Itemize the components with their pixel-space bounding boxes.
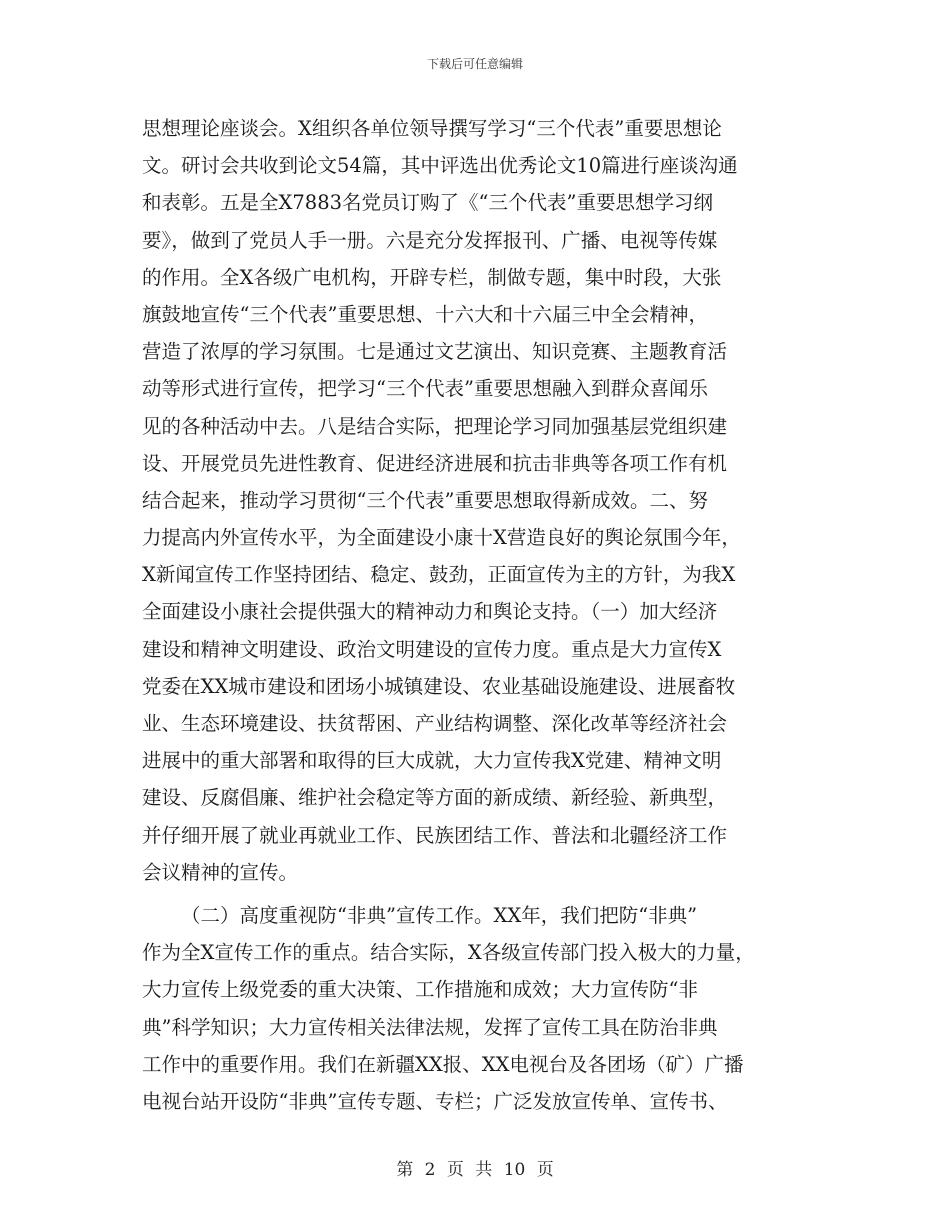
page-footer: 第 2 页 共 10 页 bbox=[396, 1160, 554, 1180]
text-line: 作为全X宣传工作的重点。结合实际，X各级宣传部门投入极大的力量， bbox=[142, 941, 755, 965]
text-line: 动等形式进行宣传，把学习“三个代表”重要思想融入到群众喜闻乐 bbox=[142, 377, 708, 401]
text-line: X新闻宣传工作坚持团结、稳定、鼓劲，正面宣传为主的方针，为我X bbox=[142, 563, 736, 587]
paragraph-1 bbox=[142, 110, 812, 891]
text-line: 设、开展党员先进性教育、促进经济进展和抗击非典等各项工作有机 bbox=[142, 451, 728, 475]
text-line: 的作用。全X各级广电机构，开辟专栏，制做专题，集中时段，大张 bbox=[142, 265, 722, 289]
text-line: 工作中的重要作用。我们在新疆XX报、XX电视台及各团场（矿）广播 bbox=[142, 1052, 744, 1076]
text-line: （二）高度重视防“非典”宣传工作。XX年，我们把防“非典” bbox=[181, 903, 698, 927]
text-line: 旗鼓地宣传“三个代表”重要思想、十六大和十六届三中全会精神， bbox=[142, 302, 708, 326]
text-line: 建设和精神文明建设、政治文明建设的宣传力度。重点是大力宣传X bbox=[142, 637, 722, 661]
text-line: 全面建设小康社会提供强大的精神动力和舆论支持。（一）加大经济 bbox=[142, 600, 718, 624]
text-line: 文。研讨会共收到论文54篇，其中评选出优秀论文10篇进行座谈沟通 bbox=[142, 154, 738, 178]
text-line: 和表彰。五是全X7883名党员订购了《“三个代表”重要思想学习纲 bbox=[142, 191, 713, 215]
document-body bbox=[142, 110, 812, 1120]
text-line: 要》，做到了党员人手一册。六是充分发挥报刊、广播、电视等传媒 bbox=[142, 228, 718, 252]
text-line: 并仔细开展了就业再就业工作、民族团结工作、普法和北疆经济工作 bbox=[142, 823, 728, 847]
text-line: 电视台站开设防“非典”宣传专题、专栏；广泛发放宣传单、宣传书、 bbox=[142, 1089, 728, 1113]
text-line: 力提高内外宣传水平，为全面建设小康十X营造良好的舆论氛围今年， bbox=[142, 526, 741, 550]
text-line: 会议精神的宣传。 bbox=[142, 860, 299, 884]
text-line: 建设、反腐倡廉、维护社会稳定等方面的新成绩、新经验、新典型， bbox=[142, 786, 728, 810]
paragraph-2 bbox=[142, 897, 812, 1120]
page-header: 下载后可任意编辑 bbox=[426, 57, 523, 71]
text-line: 结合起来，推动学习贯彻“三个代表”重要思想取得新成效。二、努 bbox=[142, 488, 708, 512]
text-line: 典”科学知识；大力宣传相关法律法规，发挥了宣传工具在防治非典 bbox=[142, 1015, 718, 1039]
text-line: 业、生态环境建设、扶贫帮困、产业结构调整、深化改革等经济社会 bbox=[142, 712, 728, 735]
text-line: 党委在XX城市建设和团场小城镇建设、农业基础设施建设、进展畜牧 bbox=[142, 674, 736, 698]
text-line: 进展中的重大部署和取得的巨大成就，大力宣传我X党建、精神文明 bbox=[142, 749, 722, 773]
text-line: 大力宣传上级党委的重大决策、工作措施和成效；大力宣传防“非 bbox=[142, 978, 698, 1002]
text-line: 营造了浓厚的学习氛围。七是通过文艺演出、知识竞赛、主题教育活 bbox=[142, 340, 728, 364]
text-line: 思想理论座谈会。X组织各单位领导撰写学习“三个代表”重要思想论 bbox=[142, 117, 722, 140]
text-line: 见的各种活动中去。八是结合实际，把理论学习同加强基层党组织建 bbox=[142, 414, 728, 438]
